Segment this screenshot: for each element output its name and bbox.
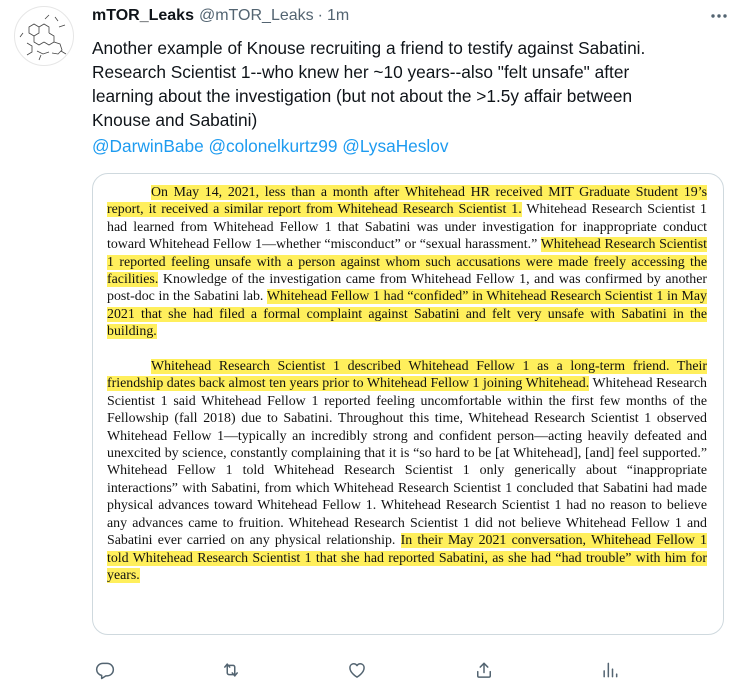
timestamp[interactable]: 1m xyxy=(326,7,350,24)
tweet-text-line: Knouse and Sabatini) xyxy=(92,110,258,130)
mention-link[interactable]: @colonelkurtz99 xyxy=(208,136,338,156)
molecule-avatar-image xyxy=(15,7,74,66)
document-text-highlighted: In their May 2021 conversation, Whitehead Fellow 1 told Whitehead Research Scientist 1 that she had reported Sabatini, as she had “had trouble” with him for years. xyxy=(107,533,708,583)
tweet-text-line: learning about the investigation (but not about the >1.5y affair between xyxy=(92,86,633,106)
document-text: Whitehead Research Scientist 1 said Whitehead Fellow 1 reported feeling uncomfortable within the first few months of the Fellowship (fall 2018) due to Sabatini. Throughout this time, Whitehead Research Scientist 1 observed Whitehead Fellow 1—typically an incredibly strong and confident person—acting heavily defeated and unexcited by science, constantly complaining that it is “so hard to be [at Whitehead], [and] feel supported.” Whitehead Fellow 1 told Whitehead Research Scientist 1 only generically about “inappropriate interactions” with Sabatini, from which Whitehead Research Scientist 1 concluded that Sabatini had made physical advances toward Whitehead Fellow 1. Whitehead Research Scientist 1 had no reason to believe any advances came to fruition. Whitehead Research Scientist 1 did not believe Whitehead Fellow 1 and Sabatini ever carried on any physical relationship. xyxy=(107,376,708,549)
reply-button[interactable] xyxy=(90,655,120,685)
retweet-icon xyxy=(221,660,241,680)
like-button[interactable] xyxy=(342,655,372,685)
tweet-text xyxy=(92,36,732,132)
document-text-highlighted: Whitehead Research Scientist 1 reported feeling unsafe with a person against whom such accusations were made freely accessing the facilities. xyxy=(107,237,707,288)
mention-link[interactable]: @DarwinBabe xyxy=(92,136,204,156)
handle[interactable]: @mTOR_Leaks xyxy=(198,7,314,24)
document-text-highlighted: Whitehead Fellow 1 had “confided” in Whitehead Research Scientist 1 in May 2021 that she had filed a formal complaint against Sabatini and felt very unsafe with Sabatini in the building. xyxy=(107,289,707,340)
document-text: Whitehead Research Scientist 1 had learned from Whitehead Fellow 1 that Sabatini was under investigation for inappropriate conduct toward Whitehead Fellow 1—whether “misconduct” or “sexual harassment.” xyxy=(107,202,708,253)
document-text-highlighted: Whitehead Research Scientist 1 described Whitehead Fellow 1 as a long-term friend. Their friendship dates back almost ten years prior to Whitehead Fellow 1 joining Whitehead. xyxy=(107,359,707,392)
tweet-actions xyxy=(92,655,632,685)
like-icon xyxy=(347,660,367,680)
share-button[interactable] xyxy=(469,655,499,685)
tweet-header xyxy=(92,5,732,27)
retweet-button[interactable] xyxy=(216,655,246,685)
mentions xyxy=(92,134,449,158)
display-name[interactable]: mTOR_Leaks xyxy=(92,7,194,24)
tweet-text-line: Another example of Knouse recruiting a friend to testify against Sabatini. xyxy=(92,38,646,58)
document-text: Knowledge of the investigation came from Whitehead Fellow 1, and was confirmed by another post-doc in the Sabatini lab. xyxy=(107,272,707,305)
more-button[interactable] xyxy=(706,3,732,29)
tweet-text-line: Research Scientist 1--who knew her ~10 years--also "felt unsafe" after xyxy=(92,62,630,82)
document-excerpt xyxy=(107,184,707,584)
share-icon xyxy=(474,660,494,680)
analytics-icon xyxy=(600,660,620,680)
document-paragraph-1 xyxy=(107,184,707,341)
avatar[interactable] xyxy=(14,6,74,66)
document-text-highlighted: On May 14, 2021, less than a month after Whitehead HR received MIT Graduate Student 19’s report, it received a similar report from Whitehead Research Scientist 1. xyxy=(107,185,707,218)
analytics-button[interactable] xyxy=(595,655,625,685)
reply-icon xyxy=(95,660,115,680)
more-icon xyxy=(709,6,729,26)
document-paragraph-2 xyxy=(107,358,707,584)
separator-dot: · xyxy=(317,7,323,24)
tweet-image[interactable] xyxy=(92,173,724,635)
mention-link[interactable]: @LysaHeslov xyxy=(342,136,449,156)
